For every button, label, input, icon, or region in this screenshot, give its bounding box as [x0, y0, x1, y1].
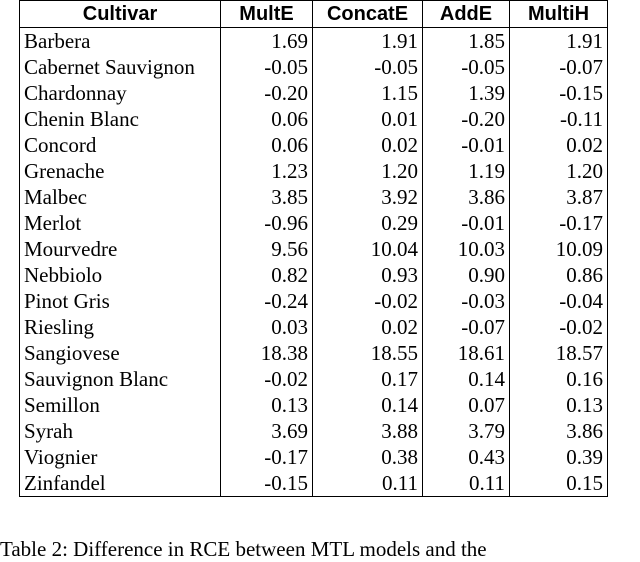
- value-cell: 1.69: [221, 28, 313, 55]
- table-row: [20, 262, 608, 288]
- table-row: [20, 54, 608, 80]
- value-cell: 0.01: [313, 106, 423, 132]
- table-row: [20, 106, 608, 132]
- value-cell: -0.02: [313, 288, 423, 314]
- table-row: [20, 288, 608, 314]
- value-cell: 1.91: [313, 28, 423, 55]
- value-cell: 0.11: [423, 470, 510, 497]
- table-row: [20, 158, 608, 184]
- value-cell: 1.91: [510, 28, 608, 55]
- table-row: [20, 314, 608, 340]
- value-cell: -0.17: [221, 444, 313, 470]
- table-row: [20, 184, 608, 210]
- table-row: [20, 470, 608, 497]
- table-row: [20, 418, 608, 444]
- value-cell: -0.17: [510, 210, 608, 236]
- value-cell: -0.05: [313, 54, 423, 80]
- value-cell: 0.02: [510, 132, 608, 158]
- value-cell: 3.69: [221, 418, 313, 444]
- cultivar-cell: Grenache: [20, 158, 221, 184]
- table-row: [20, 210, 608, 236]
- table-row: [20, 340, 608, 366]
- value-cell: 18.38: [221, 340, 313, 366]
- value-cell: 1.85: [423, 28, 510, 55]
- value-cell: -0.15: [510, 80, 608, 106]
- value-cell: -0.02: [510, 314, 608, 340]
- cultivar-cell: Riesling: [20, 314, 221, 340]
- value-cell: 1.20: [510, 158, 608, 184]
- value-cell: 0.07: [423, 392, 510, 418]
- value-cell: -0.05: [423, 54, 510, 80]
- value-cell: -0.05: [221, 54, 313, 80]
- cultivar-cell: Sangiovese: [20, 340, 221, 366]
- value-cell: 0.16: [510, 366, 608, 392]
- value-cell: 0.11: [313, 470, 423, 497]
- value-cell: 1.23: [221, 158, 313, 184]
- table-row: [20, 28, 608, 55]
- value-cell: 9.56: [221, 236, 313, 262]
- value-cell: 3.88: [313, 418, 423, 444]
- value-cell: -0.15: [221, 470, 313, 497]
- value-cell: -0.04: [510, 288, 608, 314]
- cultivar-cell: Malbec: [20, 184, 221, 210]
- value-cell: 0.13: [510, 392, 608, 418]
- value-cell: 0.93: [313, 262, 423, 288]
- cultivar-cell: Nebbiolo: [20, 262, 221, 288]
- table-row: [20, 80, 608, 106]
- value-cell: 10.03: [423, 236, 510, 262]
- header-cultivar: Cultivar: [20, 1, 221, 28]
- table-row: [20, 444, 608, 470]
- cultivar-cell: Viognier: [20, 444, 221, 470]
- value-cell: 18.55: [313, 340, 423, 366]
- value-cell: 0.82: [221, 262, 313, 288]
- cultivar-cell: Zinfandel: [20, 470, 221, 497]
- header-multe: MultE: [221, 1, 313, 28]
- table-caption: Table 2: Difference in RCE between MTL models and the: [0, 537, 487, 561]
- cultivar-cell: Chardonnay: [20, 80, 221, 106]
- value-cell: 0.02: [313, 314, 423, 340]
- value-cell: 1.15: [313, 80, 423, 106]
- value-cell: 0.15: [510, 470, 608, 497]
- value-cell: -0.07: [423, 314, 510, 340]
- value-cell: 0.17: [313, 366, 423, 392]
- value-cell: 1.39: [423, 80, 510, 106]
- header-concate: ConcatE: [313, 1, 423, 28]
- value-cell: -0.96: [221, 210, 313, 236]
- value-cell: 3.87: [510, 184, 608, 210]
- value-cell: 3.86: [423, 184, 510, 210]
- value-cell: 18.61: [423, 340, 510, 366]
- value-cell: 0.03: [221, 314, 313, 340]
- value-cell: 0.14: [313, 392, 423, 418]
- value-cell: 0.29: [313, 210, 423, 236]
- value-cell: -0.01: [423, 132, 510, 158]
- value-cell: -0.11: [510, 106, 608, 132]
- table-row: [20, 132, 608, 158]
- value-cell: 0.39: [510, 444, 608, 470]
- cultivar-cell: Cabernet Sauvignon: [20, 54, 221, 80]
- value-cell: 0.14: [423, 366, 510, 392]
- value-cell: 10.09: [510, 236, 608, 262]
- value-cell: 0.86: [510, 262, 608, 288]
- value-cell: 10.04: [313, 236, 423, 262]
- value-cell: -0.03: [423, 288, 510, 314]
- value-cell: -0.20: [221, 80, 313, 106]
- value-cell: -0.20: [423, 106, 510, 132]
- value-cell: 1.20: [313, 158, 423, 184]
- value-cell: 3.85: [221, 184, 313, 210]
- value-cell: 0.38: [313, 444, 423, 470]
- value-cell: 0.90: [423, 262, 510, 288]
- value-cell: 3.79: [423, 418, 510, 444]
- value-cell: -0.24: [221, 288, 313, 314]
- value-cell: 0.06: [221, 132, 313, 158]
- cultivar-cell: Chenin Blanc: [20, 106, 221, 132]
- cultivar-cell: Sauvignon Blanc: [20, 366, 221, 392]
- header-row: [20, 1, 608, 28]
- table-row: [20, 236, 608, 262]
- value-cell: -0.02: [221, 366, 313, 392]
- value-cell: -0.07: [510, 54, 608, 80]
- cultivar-cell: Semillon: [20, 392, 221, 418]
- cultivar-cell: Pinot Gris: [20, 288, 221, 314]
- value-cell: 0.06: [221, 106, 313, 132]
- header-multih: MultiH: [510, 1, 608, 28]
- value-cell: -0.01: [423, 210, 510, 236]
- cultivar-cell: Syrah: [20, 418, 221, 444]
- cultivar-cell: Merlot: [20, 210, 221, 236]
- table-row: [20, 366, 608, 392]
- value-cell: 18.57: [510, 340, 608, 366]
- value-cell: 1.19: [423, 158, 510, 184]
- table-row: [20, 392, 608, 418]
- cultivar-cell: Concord: [20, 132, 221, 158]
- table-body: [20, 28, 608, 497]
- value-cell: 0.02: [313, 132, 423, 158]
- value-cell: 3.92: [313, 184, 423, 210]
- value-cell: 0.43: [423, 444, 510, 470]
- results-table: [19, 0, 608, 497]
- header-adde: AddE: [423, 1, 510, 28]
- value-cell: 3.86: [510, 418, 608, 444]
- cultivar-cell: Barbera: [20, 28, 221, 55]
- value-cell: 0.13: [221, 392, 313, 418]
- cultivar-cell: Mourvedre: [20, 236, 221, 262]
